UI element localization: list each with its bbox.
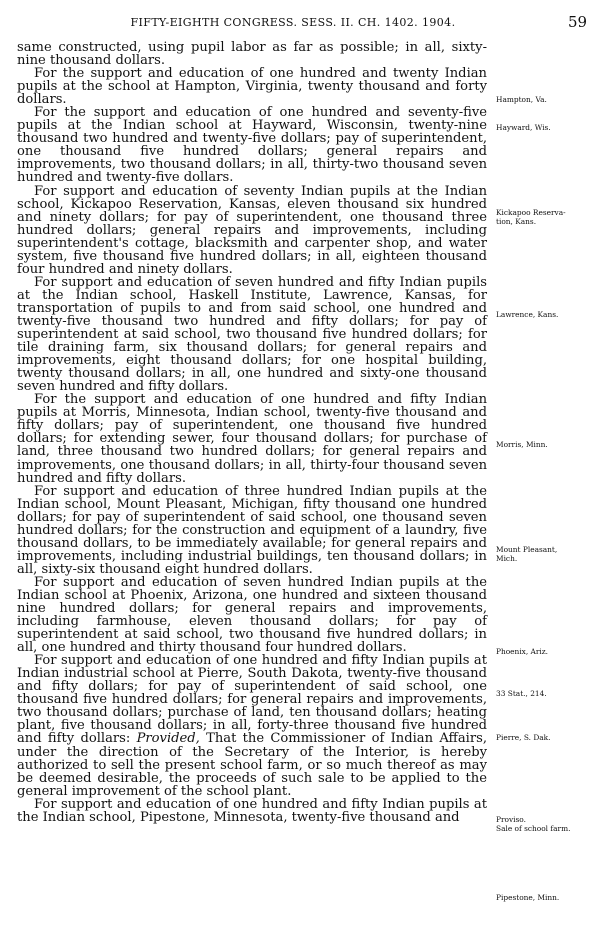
margin-note-mount-pleasant [496,545,596,563]
paragraph-phoenix: For support and education of seven hundred Indian pupils at the Indian school at Phoenix, Arizona, one hundred and sixteen thousand nine hundred dollars; for general repairs and improvements, including farmhouse, eleven thousand dollars; for pay of superintendent at said school, two thousand five hundred dollars; in all, one hundred and thirty thousand four hundred dollars. [17,574,487,656]
margin-note-line: tion, Kans. [496,217,537,226]
margin-note-lawrence [496,310,596,319]
margin-note-pierre [496,733,596,742]
margin-note-line: Proviso. [496,815,526,824]
paragraph-pierre [17,654,487,798]
margin-note-line: Pipestone, Minn. [496,893,560,902]
margin-note-line: Hayward, Wis. [496,123,551,132]
running-head: FIFTY-EIGHTH CONGRESS. SESS. II. CH. 1402. 1904. [130,16,456,29]
margin-note-phoenix [496,647,596,656]
margin-note-line: Lawrence, Kans. [496,310,559,319]
page-number: 59 [568,13,588,31]
margin-note-hayward [496,123,596,132]
paragraph-hayward: For the support and education of one hundred and seventy-five pupils at the Indian school at Hayward, Wisconsin, twenty-nine thousand two hundred and twenty-five dollars; pay of superintendent, one thousand five hundred dollars; general repairs and improvements, two thousand dollars; in all, thirty-two thousand seven hundred and twenty-five dollars. [17,105,487,186]
margin-note-morris [496,440,596,449]
margin-note-line: Mount Pleasant, [496,545,558,554]
margin-note-line: Kickapoo Reserva- [496,208,566,217]
paragraph-continuation: same constructed, using pupil labor as far as possible; in all, sixty-nine thousand dollars. [17,40,487,69]
margin-note-line: Phoenix, Ariz. [496,647,549,656]
margin-note-line: Pierre, S. Dak. [496,733,551,742]
proviso-text: That the Commissioner of Indian Affairs, under the direction of the Secretary of the Interior, is hereby authorized to sell the present school farm, or so much thereof as may be deemed desirable, the proceeds of such sale to be applied to the general improvement of the school plant. [17,731,487,799]
margin-note-stat-citation [496,689,596,698]
margin-note-line: Mich. [496,554,518,563]
paragraph-hampton: For the support and education of one hundred and twenty Indian pupils at the school at Hampton, Virginia, twenty thousand and forty dollars. [17,66,487,108]
paragraph-lawrence: For support and education of seven hundred and fifty Indian pupils at the Indian school, Haskell Institute, Lawrence, Kansas, for transportation of pupils to and from said school, one hundred and twenty-five thousand two hundred and fifty dollars; for pay of superintendent at said school, two thousand five hundred dollars; for tile draining farm, six thousand dollars; for general repairs and improvements, eight thousand dollars; for one hospital building, twenty thousand dollars; in all, one hundred and sixty-one thousand seven hundred and fifty dollars. [17,274,487,395]
paragraph-morris: For the support and education of one hundred and fifty Indian pupils at Morris, Minnesota, Indian school, twenty-five thousand and fifty dollars; pay of superintendent, one thousand five hundred dollars; for extending sewer, four thousand dollars; for purchase of land, three thousand two hundred dollars; for general repairs and improvements, one thousand dollars; in all, thirty-four thousand seven hundred and fifty dollars. [17,392,487,486]
margin-note-kickapoo [496,208,596,226]
margin-note-line: 33 Stat., 214. [496,689,547,698]
margin-note-line: Morris, Minn. [496,440,548,449]
proviso-label: Provided, [136,731,200,747]
paragraph-mount-pleasant: For support and education of three hundred Indian pupils at the Indian school, Mount Pleasant, Michigan, fifty thousand one hundred dollars; for pay of superintendent of said school, one thousand seven hundred dollars; for the construction and equipment of a laundry, five thousand dollars, to be immediately available; for general repairs and improvements, including industrial buildings, ten thousand dollars; in all, sixty-six thousand eight hundred dollars. [17,483,487,577]
paragraph-kickapoo: For support and education of seventy Indian pupils at the Indian school, Kickapoo Reservation, Kansas, eleven thousand six hundred and ninety dollars; for pay of superintendent, one thousand three hundred dollars; general repairs and improvements, including superintendent's cottage, blacksmith and carpenter shop, and water system, five thousand five hundred dollars; in all, eighteen thousand four hundred and ninety dollars. [17,183,487,277]
body-text [17,41,487,824]
margin-note-pipestone [496,893,596,902]
pierre-text: For support and education of one hundred and fifty Indian pupils at Indian industrial school at Pierre, South Dakota, twenty-five thousand and fifty dollars; for pay of superintendent of said school, one thousand five hundred dollars; for general repairs and improvements, two thousand dollars; purchase of land, ten thousand dollars; heating plant, five thousand dollars; in all, forty-three thousand five hundred and fifty dollars: [17,653,487,747]
margin-note-line: Hampton, Va. [496,95,547,104]
margin-note-hampton [496,95,596,104]
paragraph-pipestone: For support and education of one hundred and fifty Indian pupils at the Indian school, Pipestone, Minnesota, twenty-five thousand and [17,796,487,825]
margin-note-line: Sale of school farm. [496,824,571,833]
margin-note-proviso [496,815,596,833]
